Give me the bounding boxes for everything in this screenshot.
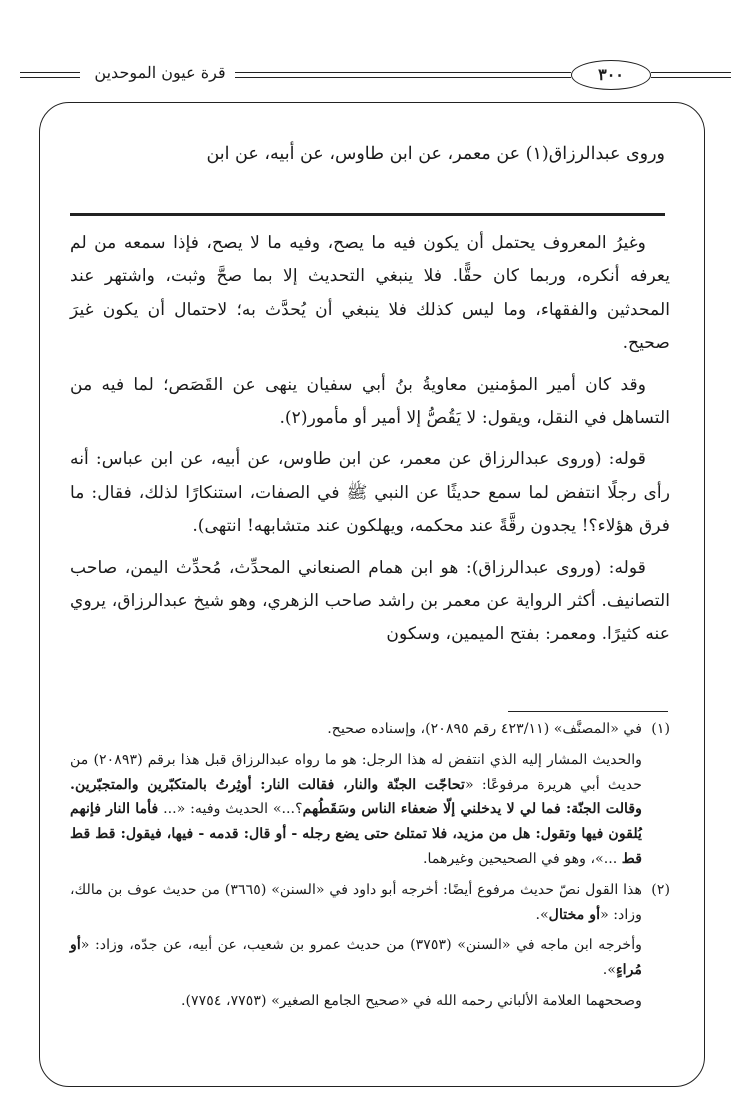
header-rule-middle-2 bbox=[235, 77, 571, 78]
paragraph-3: قوله: (وروى عبدالرزاق عن معمر، عن ابن طاوس، عن أبيه، عن ابن عباس: أنه رأى رجلًا انتفض لما سمع حديثًا عن النبي ﷺ في الصفات، استنكارًا لذلك، فقال: ما فرق هؤلاء؟! يجدون رقَّةً عند محكمه، ويهلكون عند متشابهه! انتهى). bbox=[70, 449, 670, 537]
main-text bbox=[70, 227, 670, 652]
fn2-p2-part-a: وأخرجه ابن ماجه في «السنن» (٣٧٥٣) من حديث عمرو بن شعيب، عن أبيه، عن جدّه، وزاد: « bbox=[80, 937, 642, 954]
header-rule-left-2 bbox=[20, 77, 80, 78]
footnote-1 bbox=[70, 717, 670, 742]
footnotes bbox=[70, 717, 670, 1014]
paragraph-1: وغيرُ المعروف يحتمل أن يكون فيه ما يصح، وفيه ما لا يصح، فإذا سمعه من لم يعرفه أنكره، وربما كان حقًّا. فلا ينبغي التحديث إلا بما صحَّ وثبت، واشتهر عند المحدثين والفقهاء، وما ليس كذلك فلا ينبغي أن يُحدَّث به؛ لاحتمال أن يكون غيرَ صحيح. bbox=[70, 233, 670, 354]
fn2-part-a: هذا القول نصّ حديث مرفوع أيضًا: أخرجه أبو داود في «السنن» (٣٦٦٥) من حديث عوف بن مالك، وزاد: « bbox=[70, 881, 642, 923]
footnote-1-text: في «المصنَّف» (٤٢٣/١١ رقم ٢٠٨٩٥)، وإسناده صحيح. bbox=[327, 721, 642, 737]
book-title: قرة عيون الموحدين bbox=[94, 63, 226, 82]
page-number: ٣٠٠ bbox=[571, 60, 651, 90]
fn1-p2-part-e: ...»، وهو في الصحيحين وغيرهما. bbox=[423, 850, 622, 867]
header-rule-left bbox=[20, 72, 80, 73]
separator-rule bbox=[70, 213, 665, 216]
footnote-1-number: (١) bbox=[651, 721, 670, 737]
carryover-text: وروى عبدالرزاق(١) عن معمر، عن ابن طاوس، عن أبيه، عن ابن bbox=[206, 144, 665, 164]
fn2-p2-part-b: أو مُراءٍ bbox=[70, 937, 642, 979]
footnote-2-para-3: وصححهما العلامة الألباني رحمه الله في «صحيح الجامع الصغير» (٧٧٥٣، ٧٧٥٤). bbox=[180, 992, 642, 1009]
fn2-part-c: ». bbox=[535, 906, 549, 923]
footnote-2 bbox=[70, 878, 670, 928]
fn1-p2-part-b: تحاجّت الجنّة والنار، فقالت النار: أوثِرتُ بالمتكبّرين والمتجبّرين. وقالت الجنّة: فما لي لا يدخلني إلّا ضعفاء الناس وسَقَطُهم bbox=[70, 776, 642, 818]
header-rule-right bbox=[651, 72, 731, 73]
footnote-rule bbox=[508, 711, 668, 712]
paragraph-2: وقد كان أمير المؤمنين معاويةُ بنُ أبي سفيان ينهى عن القَصَص؛ لما فيه من التساهل في النقل، ويقول: لا يَقُصُّ إلا أمير أو مأمور(٢). bbox=[70, 374, 670, 429]
header-rule-right-2 bbox=[651, 77, 731, 78]
fn2-part-b: أو مختال bbox=[548, 906, 601, 923]
footnote-2-number: (٢) bbox=[651, 881, 670, 898]
fn2-p2-part-c: ». bbox=[602, 962, 616, 979]
fn1-p2-part-c: ؟...» الحديث وفيه: «... bbox=[158, 801, 303, 818]
footnote-1-para-2 bbox=[70, 748, 670, 872]
header-rule-middle bbox=[235, 72, 571, 73]
paragraph-4: قوله: (وروى عبدالرزاق): هو ابن همام الصنعاني المحدِّث، مُحدِّث اليمن، صاحب التصانيف. أكثر الرواية عن معمر بن راشد صاحب الزهري، وهو شيخ عبدالرزاق، يروي عنه كثيرًا. ومعمر: بفتح الميمين، وسكون bbox=[70, 557, 670, 645]
footnote-2-para-2 bbox=[70, 933, 670, 983]
fn1-p2-part-a: والحديث المشار إليه الذي انتفض له هذا الرجل: هو ما رواه عبدالرزاق قبل هذا برقم (٢٠٨٩٣) من حديث أبي هريرة مرفوعًا: « bbox=[70, 751, 642, 793]
fn1-p2-part-d: فأما النار فإنهم يُلقون فيها وتقول: هل من مزيد، فلا تمتلئ حتى يضع رجله - أو قال: قدمه - فيها، فيقول: قط قط قط bbox=[70, 801, 642, 867]
page-header bbox=[0, 0, 751, 95]
